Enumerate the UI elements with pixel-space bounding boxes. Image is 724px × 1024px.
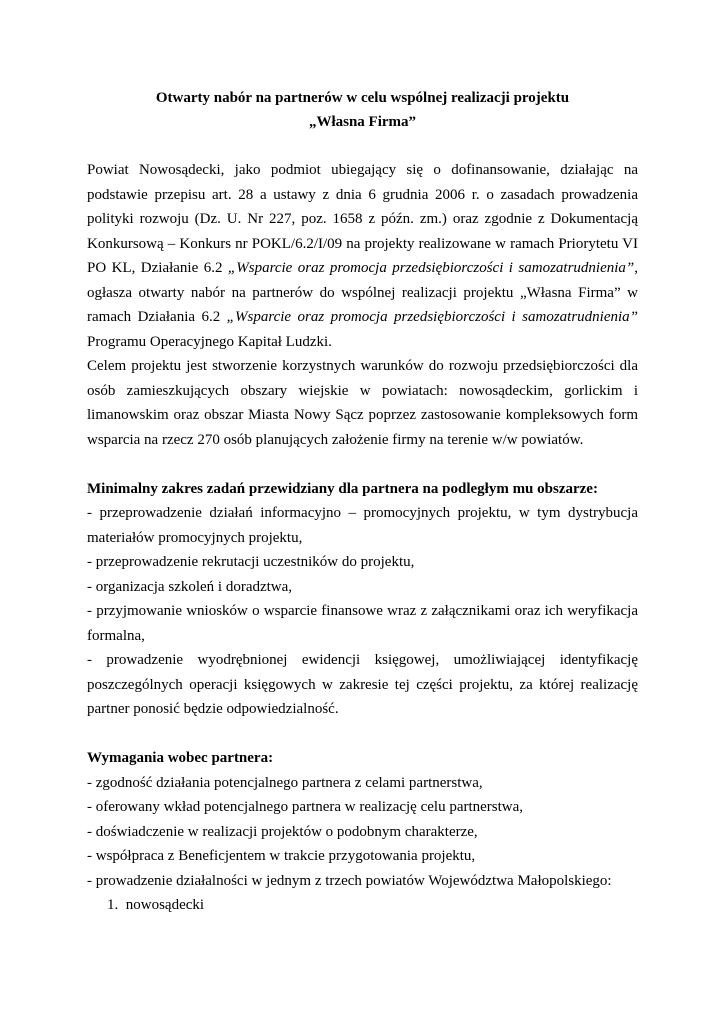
intro-text-3: Programu Operacyjnego Kapitał Ludzki. — [87, 333, 332, 350]
requirement-item: - oferowany wkład potencjalnego partnera w realizację celu partnerstwa, — [87, 799, 524, 815]
task-item: - prowadzenie wyodrębnionej ewidencji księgowej, umożliwiającej identyfikację poszczególnych operacji księgowych w zakresie tej części projektu, za której realizację partner ponosić będzie odpowiedzialność. — [87, 652, 638, 717]
requirements-heading: Wymagania wobec partnera: — [87, 750, 274, 766]
document-title-line-1: Otwarty nabór na partnerów w celu wspólnej realizacji projektu — [155, 90, 570, 106]
tasks-heading: Minimalny zakres zadań przewidziany dla partnera na podległym mu obszarze: — [87, 480, 598, 497]
task-item: - przyjmowanie wniosków o wsparcie finansowe wraz z załącznikami oraz ich weryfikacja formalna, — [87, 603, 638, 644]
task-item: - przeprowadzenie działań informacyjno – promocyjnych projektu, w tym dystrybucja materiałów promocyjnych projektu, — [87, 505, 638, 546]
requirement-item: - prowadzenie działalności w jednym z trzech powiatów Województwa Małopolskiego: — [87, 872, 612, 889]
intro-text-2: , ogłasza otwarty nabór na partnerów do wspólnej realizacji projektu „Własna Firma” w ramach Działania 6.2 — [87, 260, 638, 325]
requirement-item: - doświadczenie w realizacji projektów o podobnym charakterze, — [87, 823, 478, 840]
intro-paragraph — [87, 158, 638, 354]
intro-text-1: Powiat Nowosądecki, jako podmiot ubiegający się o dofinansowanie, działając na podstawie przepisu art. 28 a ustawy z dnia 6 grudnia 2006 r. o zasadach prowadzenia polityki rozwoju (Dz. U. Nr 227, poz. 1658 z późn. zm.) oraz zgodnie z Dokumentacją Konkursową – Konkurs nr POKL/6.2/I/09 na projekty realizowane w ramach Priorytetu VI PO KL, Działanie 6.2 — [87, 162, 638, 276]
intro-italic-1: „Wsparcie oraz promocja przedsiębiorczości i samozatrudnienia” — [227, 260, 635, 276]
goal-paragraph: Celem projektu jest stworzenie korzystnych warunków do rozwoju przedsiębiorczości dla osób zamieszkujących obszary wiejskie w powiatach: nowosądeckim, gorlickim i limanowskim oraz obszar Miasta Nowy Sącz poprzez zastosowanie kompleksowych form wsparcia na rzecz 270 osób planujących założenie firmy na terenie w/w powiatów. — [87, 358, 638, 448]
list-number: 1. — [107, 897, 119, 913]
task-item: - przeprowadzenie rekrutacji uczestników do projektu, — [87, 554, 415, 570]
requirement-item: - zgodność działania potencjalnego partnera z celami partnerstwa, — [87, 774, 483, 791]
list-item-text: nowosądecki — [125, 897, 205, 913]
numbered-list-item — [87, 893, 638, 918]
requirement-item: - współpraca z Beneficjentem w trakcie przygotowania projektu, — [87, 848, 476, 864]
intro-italic-2: „Wsparcie oraz promocja przedsiębiorczości i samozatrudnienia” — [226, 309, 638, 325]
task-item: - organizacja szkoleń i doradztwa, — [87, 578, 293, 595]
document-title-line-2: „Własna Firma” — [308, 114, 417, 130]
